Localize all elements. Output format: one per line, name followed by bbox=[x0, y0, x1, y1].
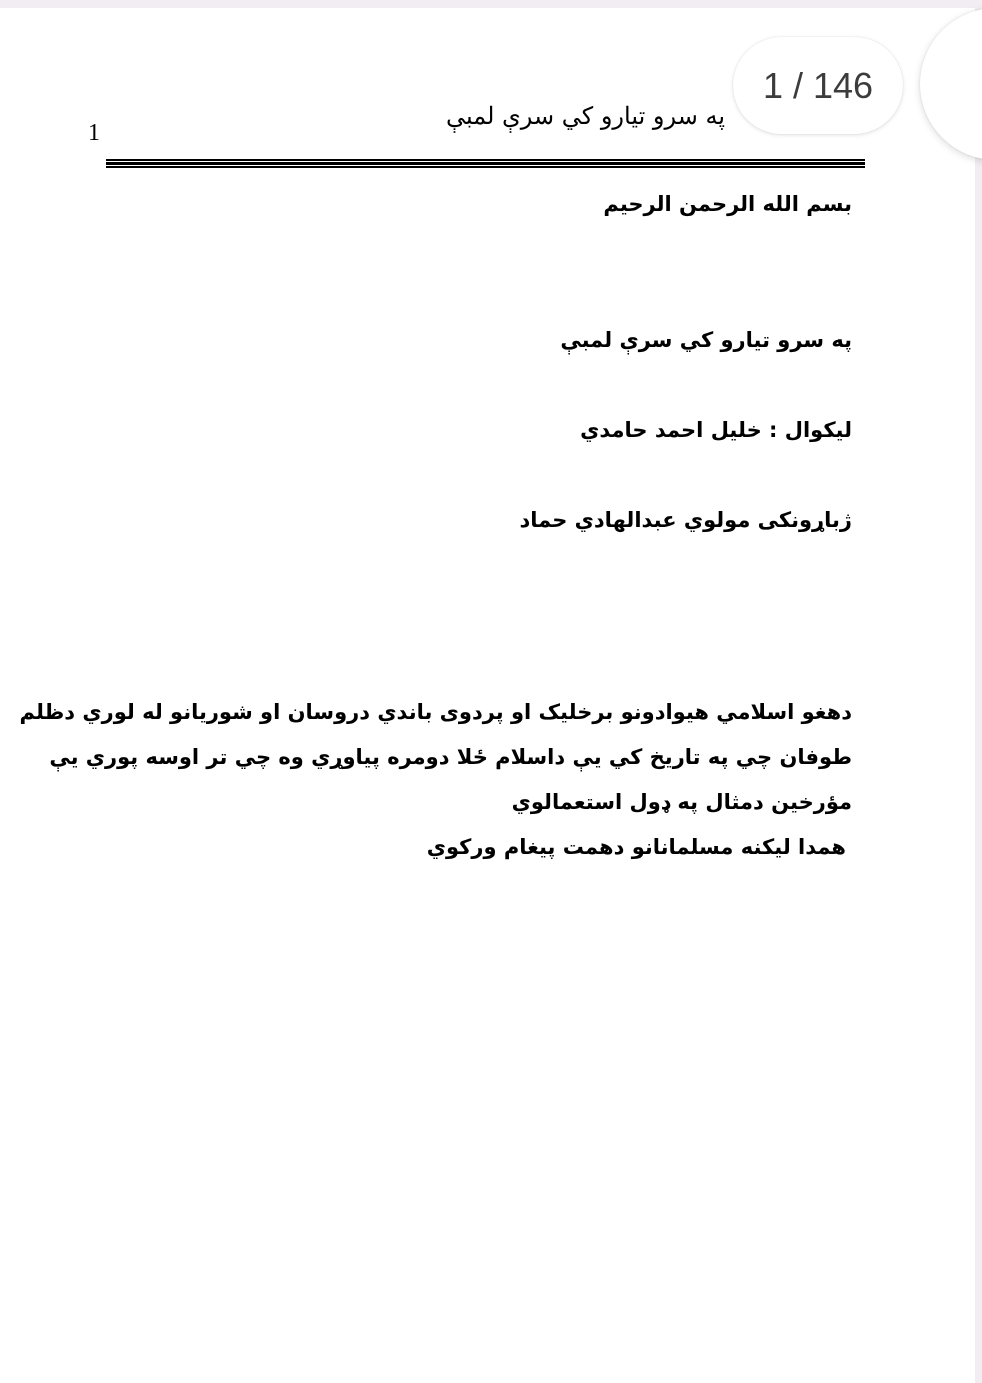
page-number: 1 bbox=[88, 120, 100, 146]
header-rule-thick bbox=[106, 162, 865, 165]
paragraph-line: مؤرخین دمثال په ډول استعمالوي bbox=[511, 790, 852, 814]
author-line: لیکوال : خلیل احمد حامدي bbox=[580, 418, 852, 442]
running-header: په سرو تیارو کي سرې لمبې bbox=[445, 102, 725, 130]
paragraph-line: دهغو اسلامي هیوادونو برخلیک او پردوی باندي دروسان او شوریانو له لوري دظلم bbox=[19, 700, 852, 724]
paragraph-line: همدا لیکنه مسلمانانو دهمت پیغام ورکوي bbox=[426, 835, 846, 859]
page-indicator-text: 1 / 146 bbox=[762, 64, 874, 106]
header-rule-thin-top bbox=[106, 159, 865, 161]
vertical-scrollbar[interactable] bbox=[975, 8, 982, 1383]
paragraph-line: طوفان چي په تاریخ کي یې داسلام ځلا دومره پیاوړي وه چي تر اوسه پوري یې bbox=[49, 745, 852, 769]
page-indicator-pill bbox=[733, 37, 903, 134]
intro-paragraph bbox=[19, 690, 852, 870]
top-chrome-band bbox=[0, 0, 982, 8]
bismillah-heading: بسم الله الرحمن الرحیم bbox=[603, 192, 852, 216]
book-title: په سرو تیارو کي سرې لمبې bbox=[560, 328, 852, 352]
document-page bbox=[0, 8, 975, 1383]
translator-line: ژباړونکی مولوي عبدالهادي حماد bbox=[519, 508, 852, 532]
header-rule-thin-bottom bbox=[106, 166, 865, 168]
